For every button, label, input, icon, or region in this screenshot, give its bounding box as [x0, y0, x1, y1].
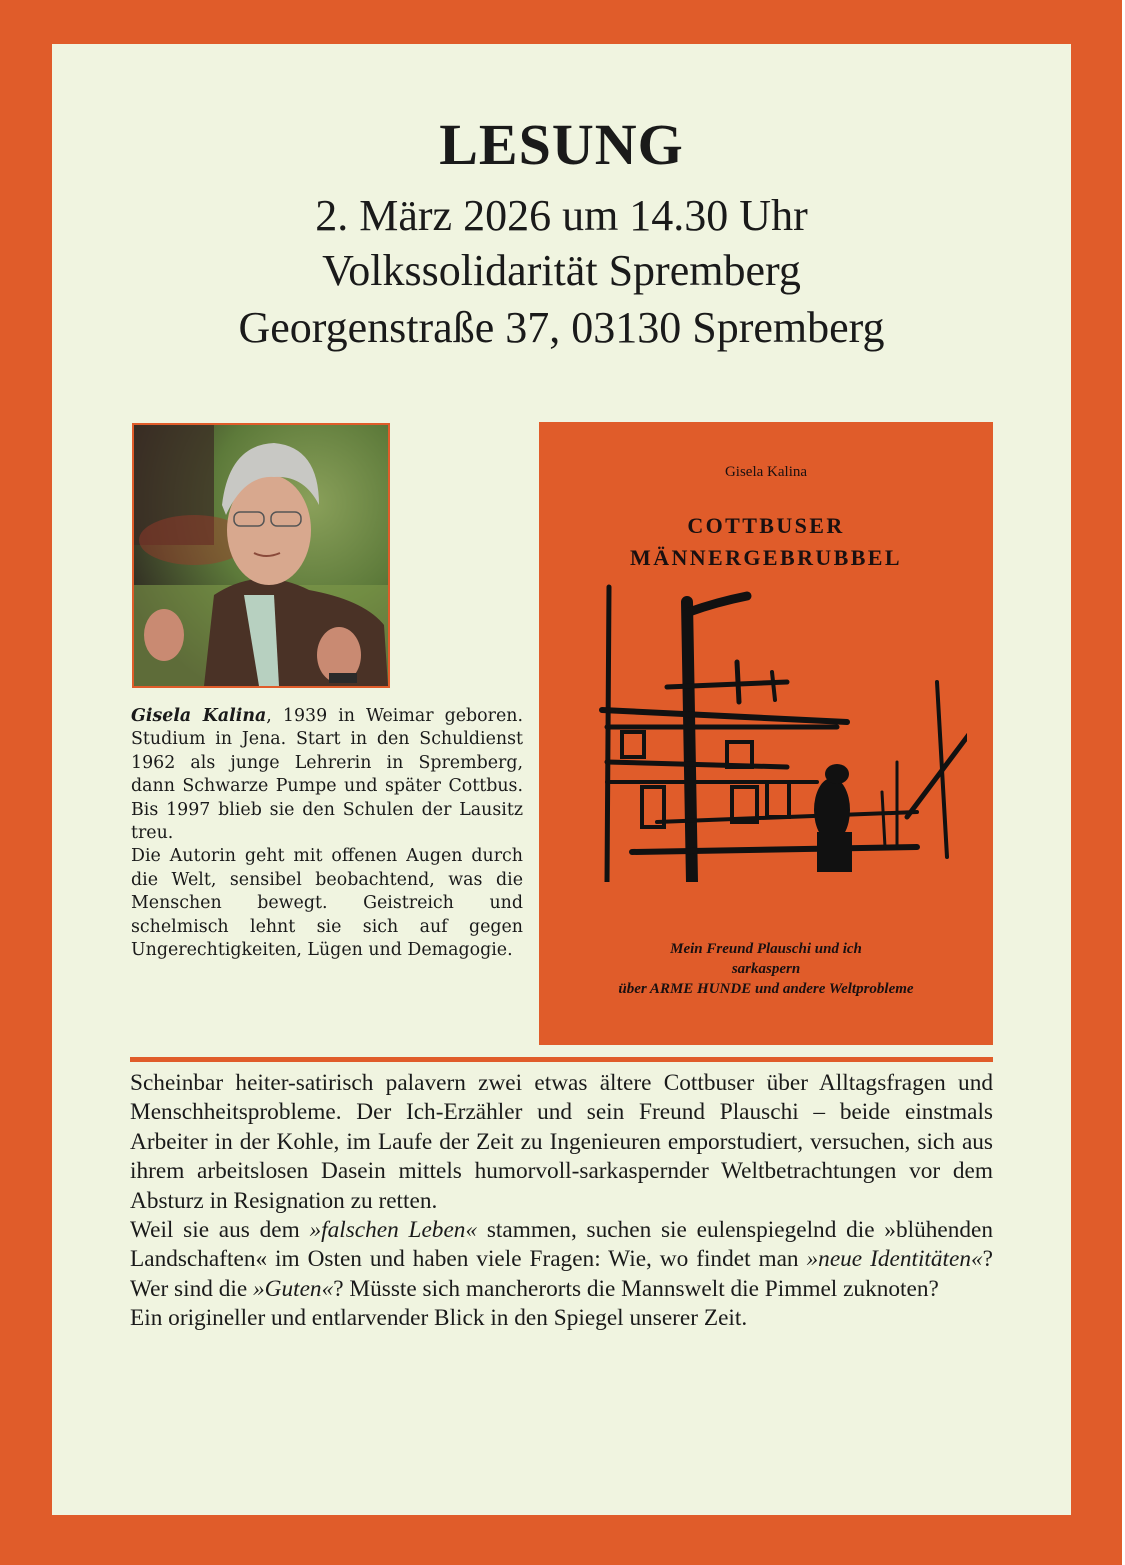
desc-quote: »Guten«: [253, 1275, 334, 1302]
book-description: [130, 1069, 993, 1334]
book-author: Gisela Kalina: [724, 464, 808, 480]
desc-text: stammen, suchen sie eulenspiegelnd die »blühenden Landschaften« im Osten und haben viele Fragen: Wie, wo findet man: [130, 1217, 993, 1273]
author-photo: [132, 423, 390, 688]
event-date: 2. März 2026 um 14.30 Uhr: [315, 191, 808, 240]
author-name: Gisela Kalina: [131, 706, 267, 726]
book-cover: [539, 422, 993, 1045]
book-title-line-2: MÄNNERGEBRUBBEL: [630, 545, 902, 570]
street-sketch-icon: [567, 582, 967, 882]
desc-quote: »neue Identitäten«: [806, 1246, 983, 1273]
description-paragraph-2: [130, 1216, 993, 1304]
event-venue: Volkssolidarität Spremberg: [322, 246, 801, 295]
desc-text: ? Müsste sich mancherorts die Mannswelt die Pimmel zuknoten?: [333, 1275, 939, 1302]
desc-text: ? Wer sind die: [130, 1246, 993, 1302]
divider: [130, 1057, 993, 1062]
tagline-line-2: sarkaspern: [731, 961, 801, 977]
author-bio: [131, 705, 523, 962]
book-title: [539, 510, 993, 574]
tagline-line-3: über ARME HUNDE und andere Weltprobleme: [618, 981, 914, 997]
bio-paragraph-1: [131, 705, 523, 845]
bio-paragraph-2: Die Autorin geht mit offenen Augen durch die Welt, sensibel beobachtend, was die Menschen bewegt. Geistreich und schelmisch lehnt sie sich auf gegen Ungerechtigkeiten, Lügen und Demagogie.: [131, 846, 523, 961]
event-address: Georgenstraße 37, 03130 Spremberg: [238, 303, 885, 352]
book-tagline: [539, 939, 993, 999]
description-paragraph-1: Scheinbar heiter-satirisch palavern zwei etwas ältere Cottbuser über Alltagsfragen und Menschheitsprobleme. Der Ich-Erzähler und sein Freund Plauschi – beide einstmals Arbeiter in der Kohle, im Laufe der Zeit zu Ingenieuren emporstudiert, versuchen, sich aus ihrem arbeitslosen Dasein mittels humorvoll-sarkaspernder Weltbetrachtungen vor dem Absturz in Resignation zu retten.: [130, 1070, 993, 1214]
desc-text: Weil sie aus dem: [130, 1217, 310, 1244]
poster-content: [52, 44, 1071, 1515]
book-title-line-1: COTTBUSER: [687, 513, 845, 538]
bio-text: , 1939 in Weimar geboren. Studium in Jena. Start in den Schuldienst 1962 als junge Lehrerin in Spremberg, dann Schwarze Pumpe und später Cottbus. Bis 1997 blieb sie den Schulen der Lausitz treu.: [131, 706, 523, 844]
tagline-line-1: Mein Freund Plauschi und ich: [670, 941, 862, 957]
portrait-illustration-icon: [134, 425, 388, 686]
event-title: LESUNG: [439, 112, 684, 177]
description-paragraph-3: Ein origineller und entlarvender Blick in den Spiegel unserer Zeit.: [130, 1305, 748, 1332]
desc-quote: »falschen Leben«: [309, 1217, 478, 1244]
